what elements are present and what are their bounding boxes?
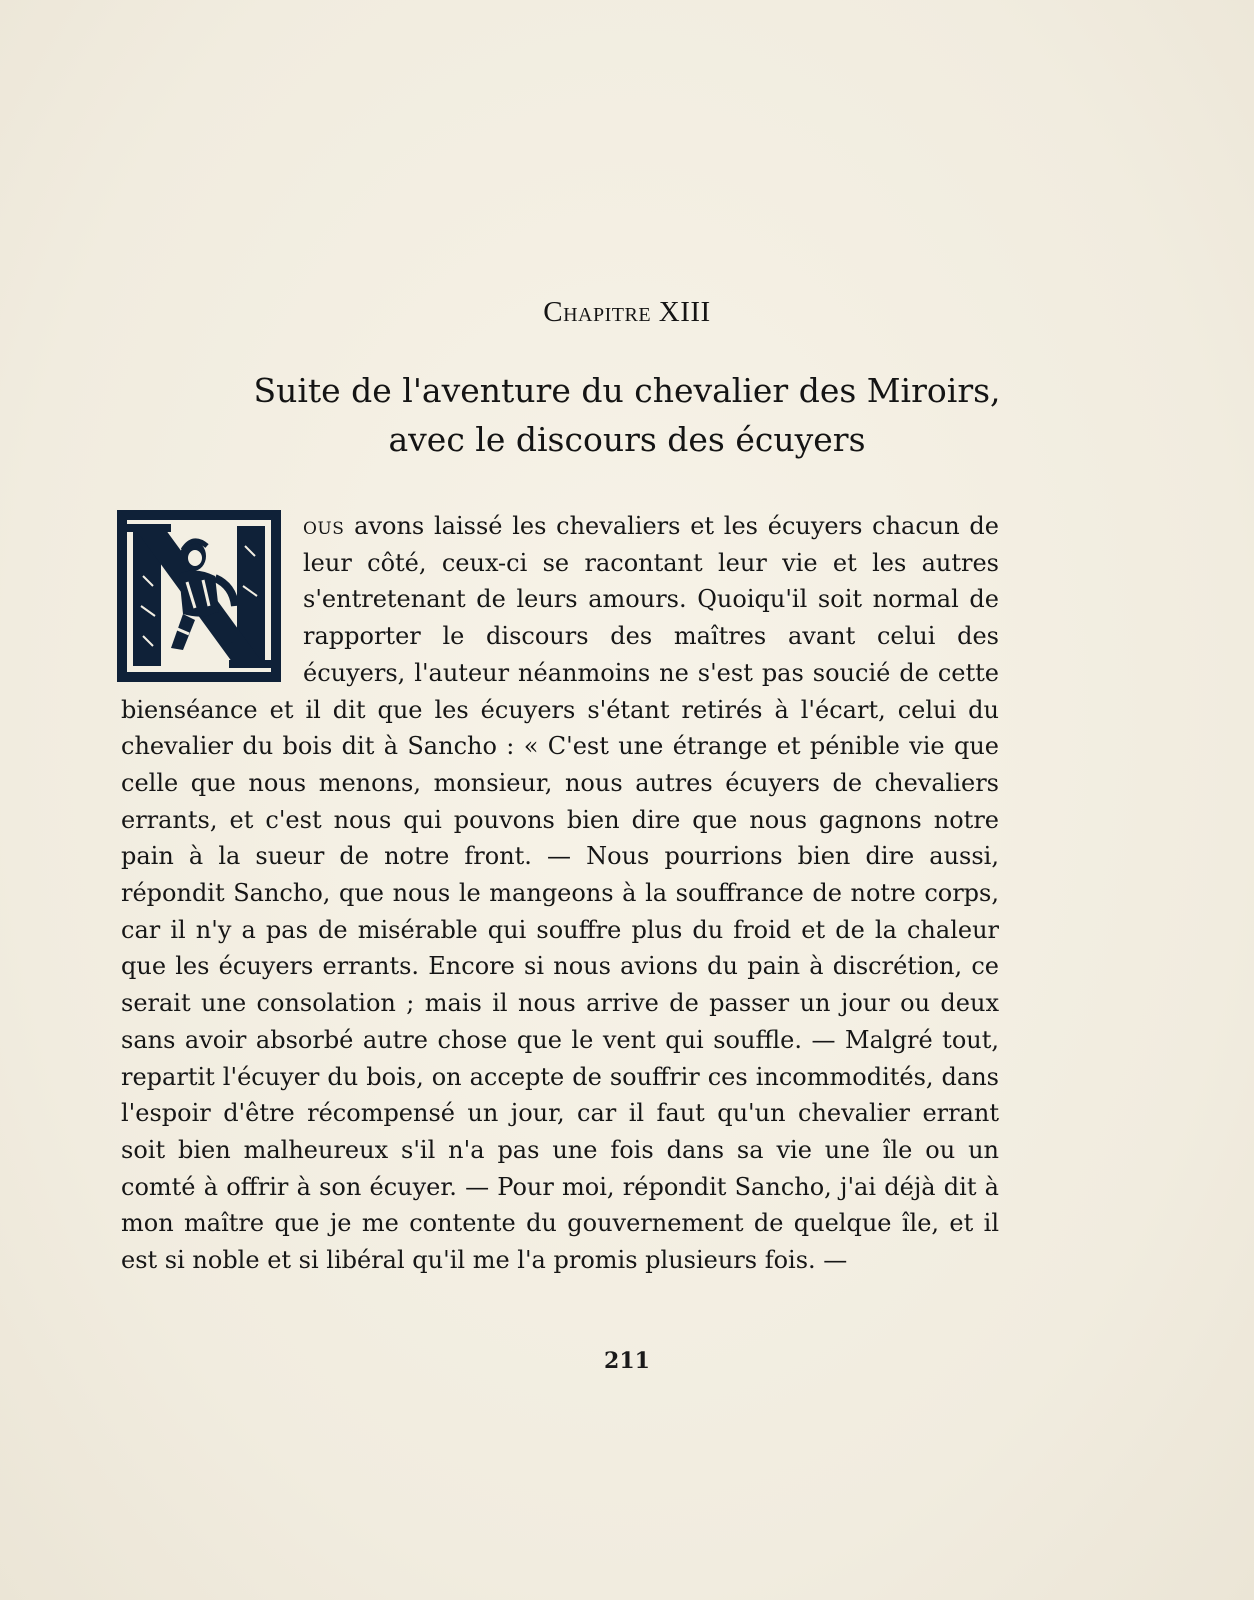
chapter-title-line-2: avec le discours des écuyers [388,420,866,459]
dropcap-illustration [123,516,275,676]
chapter-number: Chapitre XIII [543,296,711,328]
chapter-heading [0,296,1254,329]
woodcut-initial-N-icon [117,510,281,682]
page-number: 211 [604,1348,650,1374]
body-text: avons laissé les chevaliers et les écuyers chacun de leur côté, ceux-ci se racontant leur vie et les autres s'entretenant de leurs amours. Quoiqu'il soit normal de rapporter le discours des maîtres avant celui des écuyers, l'auteur néanmoins ne s'est pas soucié de cette bienséance et il dit que les écuyers s'étant retirés à l'écart, celui du chevalier du bois dit à Sancho : « C'est une étrange et pénible vie que celle que nous menons, monsieur, nous autres écuyers de chevaliers errants, et c'est nous qui pouvons bien dire que nous gagnons notre pain à la sueur de notre front. — Nous pourrions bien dire aussi, répondit Sancho, que nous le mangeons à la souffrance de notre corps, car il n'y a pas de misérable qui souffre plus du froid et de la chaleur que les écuyers errants. Encore si nous avions du pain à discrétion, ce serait une consolation ; mais il nous arrive de passer un jour ou deux sans avoir absorbé autre chose que le vent qui souffle. — Malgré tout, repartit l'écuyer du bois, on accepte de souffrir ces incommodités, dans l'espoir d'être récompensé un jour, car il faut qu'un chevalier errant soit bien malheureux s'il n'a pas une fois dans sa vie une île ou un comté à offrir à son écuyer. — Pour moi, répondit Sancho, j'ai déjà dit à mon maître que je me contente du gouvernement de quelque île, et il est si noble et si libéral qu'il me l'a promis plusieurs fois. — [121,512,999,1275]
body-paragraph [121,508,999,1279]
first-word-rest: ous [303,512,345,540]
chapter-title-line-1: Suite de l'aventure du chevalier des Miroirs, [253,371,1001,410]
chapter-title [0,366,1254,464]
